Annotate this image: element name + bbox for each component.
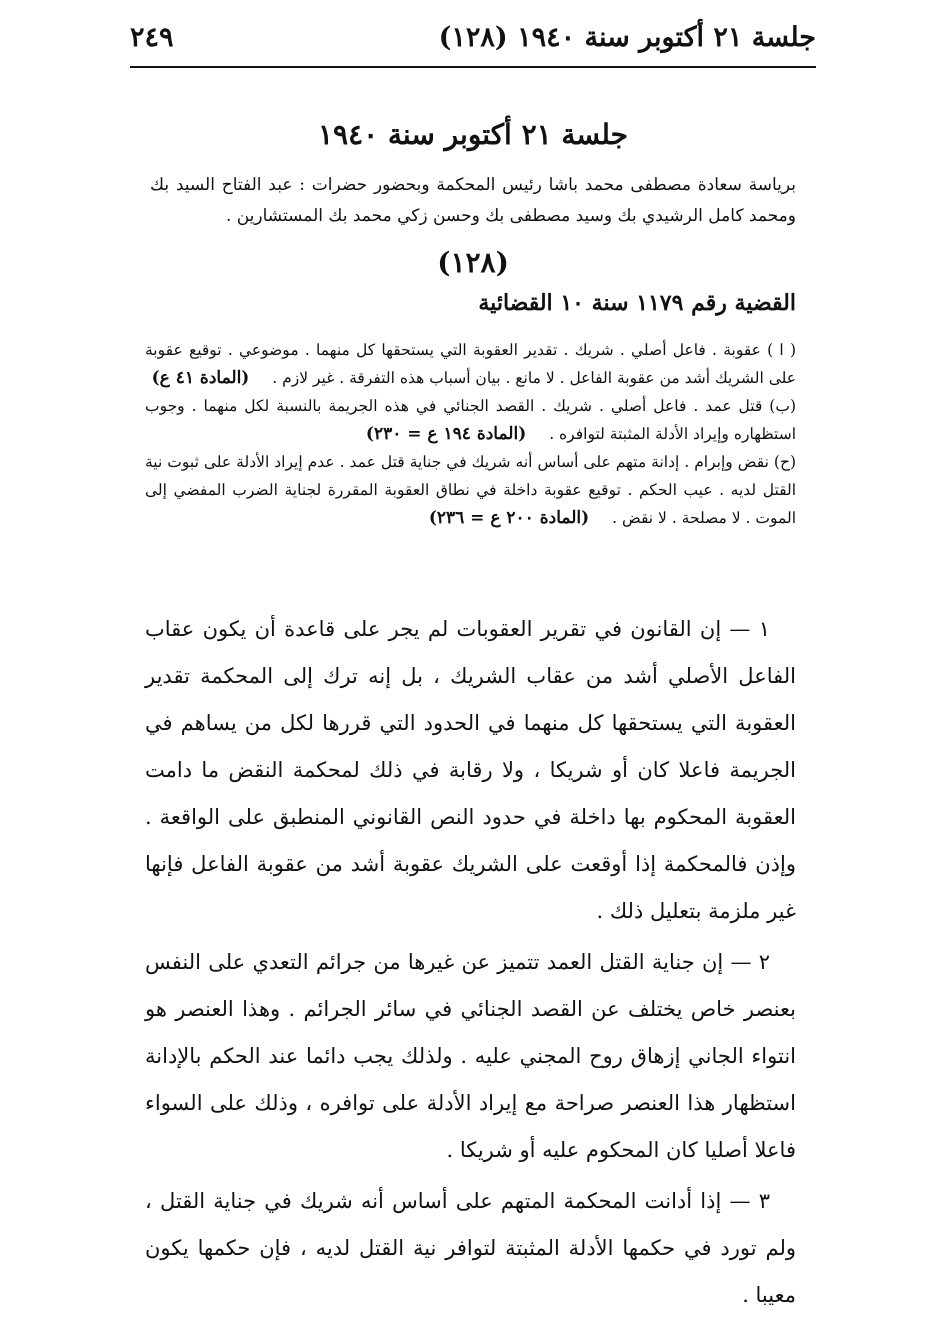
- summary-item-a: [145, 336, 796, 392]
- summary-text: (ب) قتل عمد . فاعل أصلي . شريك . القصد الجنائي في هذه الجريمة بالنسبة لكل منهما . وجوب استظهاره وإيراد الأدلة المثبتة لتوافره .: [145, 397, 796, 443]
- principle-paragraph-3: ٣ — إذا أدانت المحكمة المتهم على أساس أنه شريك في جناية القتل ، ولم تورد في حكمها الأدلة المثبتة لتوافر نية القتل لديه ، فإن حكمها يكون معيبا .: [145, 1189, 796, 1307]
- summaries-section: [145, 336, 796, 532]
- article-reference: (المادة ٢٠٠ ع = ٢٣٦): [428, 508, 590, 528]
- page-number: ٢٤٩: [130, 22, 174, 53]
- principle-paragraph-2: ٢ — إن جناية القتل العمد تتميز عن غيرها من جرائم التعدي على النفس بعنصر خاص يختلف عن القصد الجنائي في سائر الجرائم . وهذا العنصر هو انتواء الجاني إزهاق روح المجني عليه . ولذلك يجب دائما عند الحكم بالإدانة استظهار هذا العنصر صراحة مع إيراد الأدلة على توافره ، وذلك على السواء فاعلا أصليا كان المحكوم عليه أو شريكا .: [145, 950, 796, 1162]
- article-reference: (المادة ٤١ ع): [151, 368, 250, 388]
- article-reference: (المادة ١٩٤ ع = ٢٣٠): [365, 424, 527, 444]
- session-title: جلسة ٢١ أكتوبر سنة ١٩٤٠: [318, 118, 628, 151]
- principles-section: [145, 606, 796, 1323]
- running-header-title: جلسة ٢١ أكتوبر سنة ١٩٤٠ (١٢٨): [438, 22, 816, 53]
- header-divider: [130, 66, 816, 68]
- summary-item-c: [145, 448, 796, 532]
- presidency-paragraph: برياسة سعادة مصطفى محمد باشا رئيس المحكمة وبحضور حضرات : عبد الفتاح السيد بك ومحمد كامل الرشيدي بك وسيد مصطفى بك وحسن زكي محمد بك المستشارين .: [150, 175, 796, 226]
- principle-paragraph-1: ١ — إن القانون في تقرير العقوبات لم يجر على قاعدة أن يكون عقاب الفاعل الأصلي أشد من عقاب الشريك ، بل إنه ترك إلى المحكمة تقدير العقوبة التي يستحقها كل منهما في الحدود التي قررها لكل من يساهم في الجريمة فاعلا كان أو شريكا ، ولا رقابة في ذلك لمحكمة النقض ما دامت العقوبة المحكوم بها داخلة في حدود النص القانوني المنطبق على الواقعة . وإذن فالمحكمة إذا أوقعت على الشريك عقوبة أشد من عقوبة الفاعل فإنها غير ملزمة بتعليل ذلك .: [145, 617, 796, 923]
- case-number: (١٢٨): [437, 246, 509, 279]
- summary-text: ( ا ) عقوبة . فاعل أصلي . شريك . تقدير العقوبة التي يستحقها كل منهما . موضوعي . توقيع عقوبة على الشريك أشد من عقوبة الفاعل . لا مانع . بيان أسباب هذه التفرقة . غير لازم .: [145, 341, 796, 387]
- running-header: [130, 22, 816, 66]
- case-reference: القضية رقم ١١٧٩ سنة ١٠ القضائية: [478, 290, 796, 316]
- summary-item-b: [145, 392, 796, 448]
- summary-text: (ح) نقض وإبرام . إدانة متهم على أساس أنه شريك في جناية قتل عمد . عدم إيراد الأدلة على ثبوت نية القتل لديه . عيب الحكم . توقيع عقوبة داخلة في نطاق العقوبة المقررة لجناية الضرب المفضي إلى الموت . لا مصلحة . لا نقض .: [145, 453, 796, 527]
